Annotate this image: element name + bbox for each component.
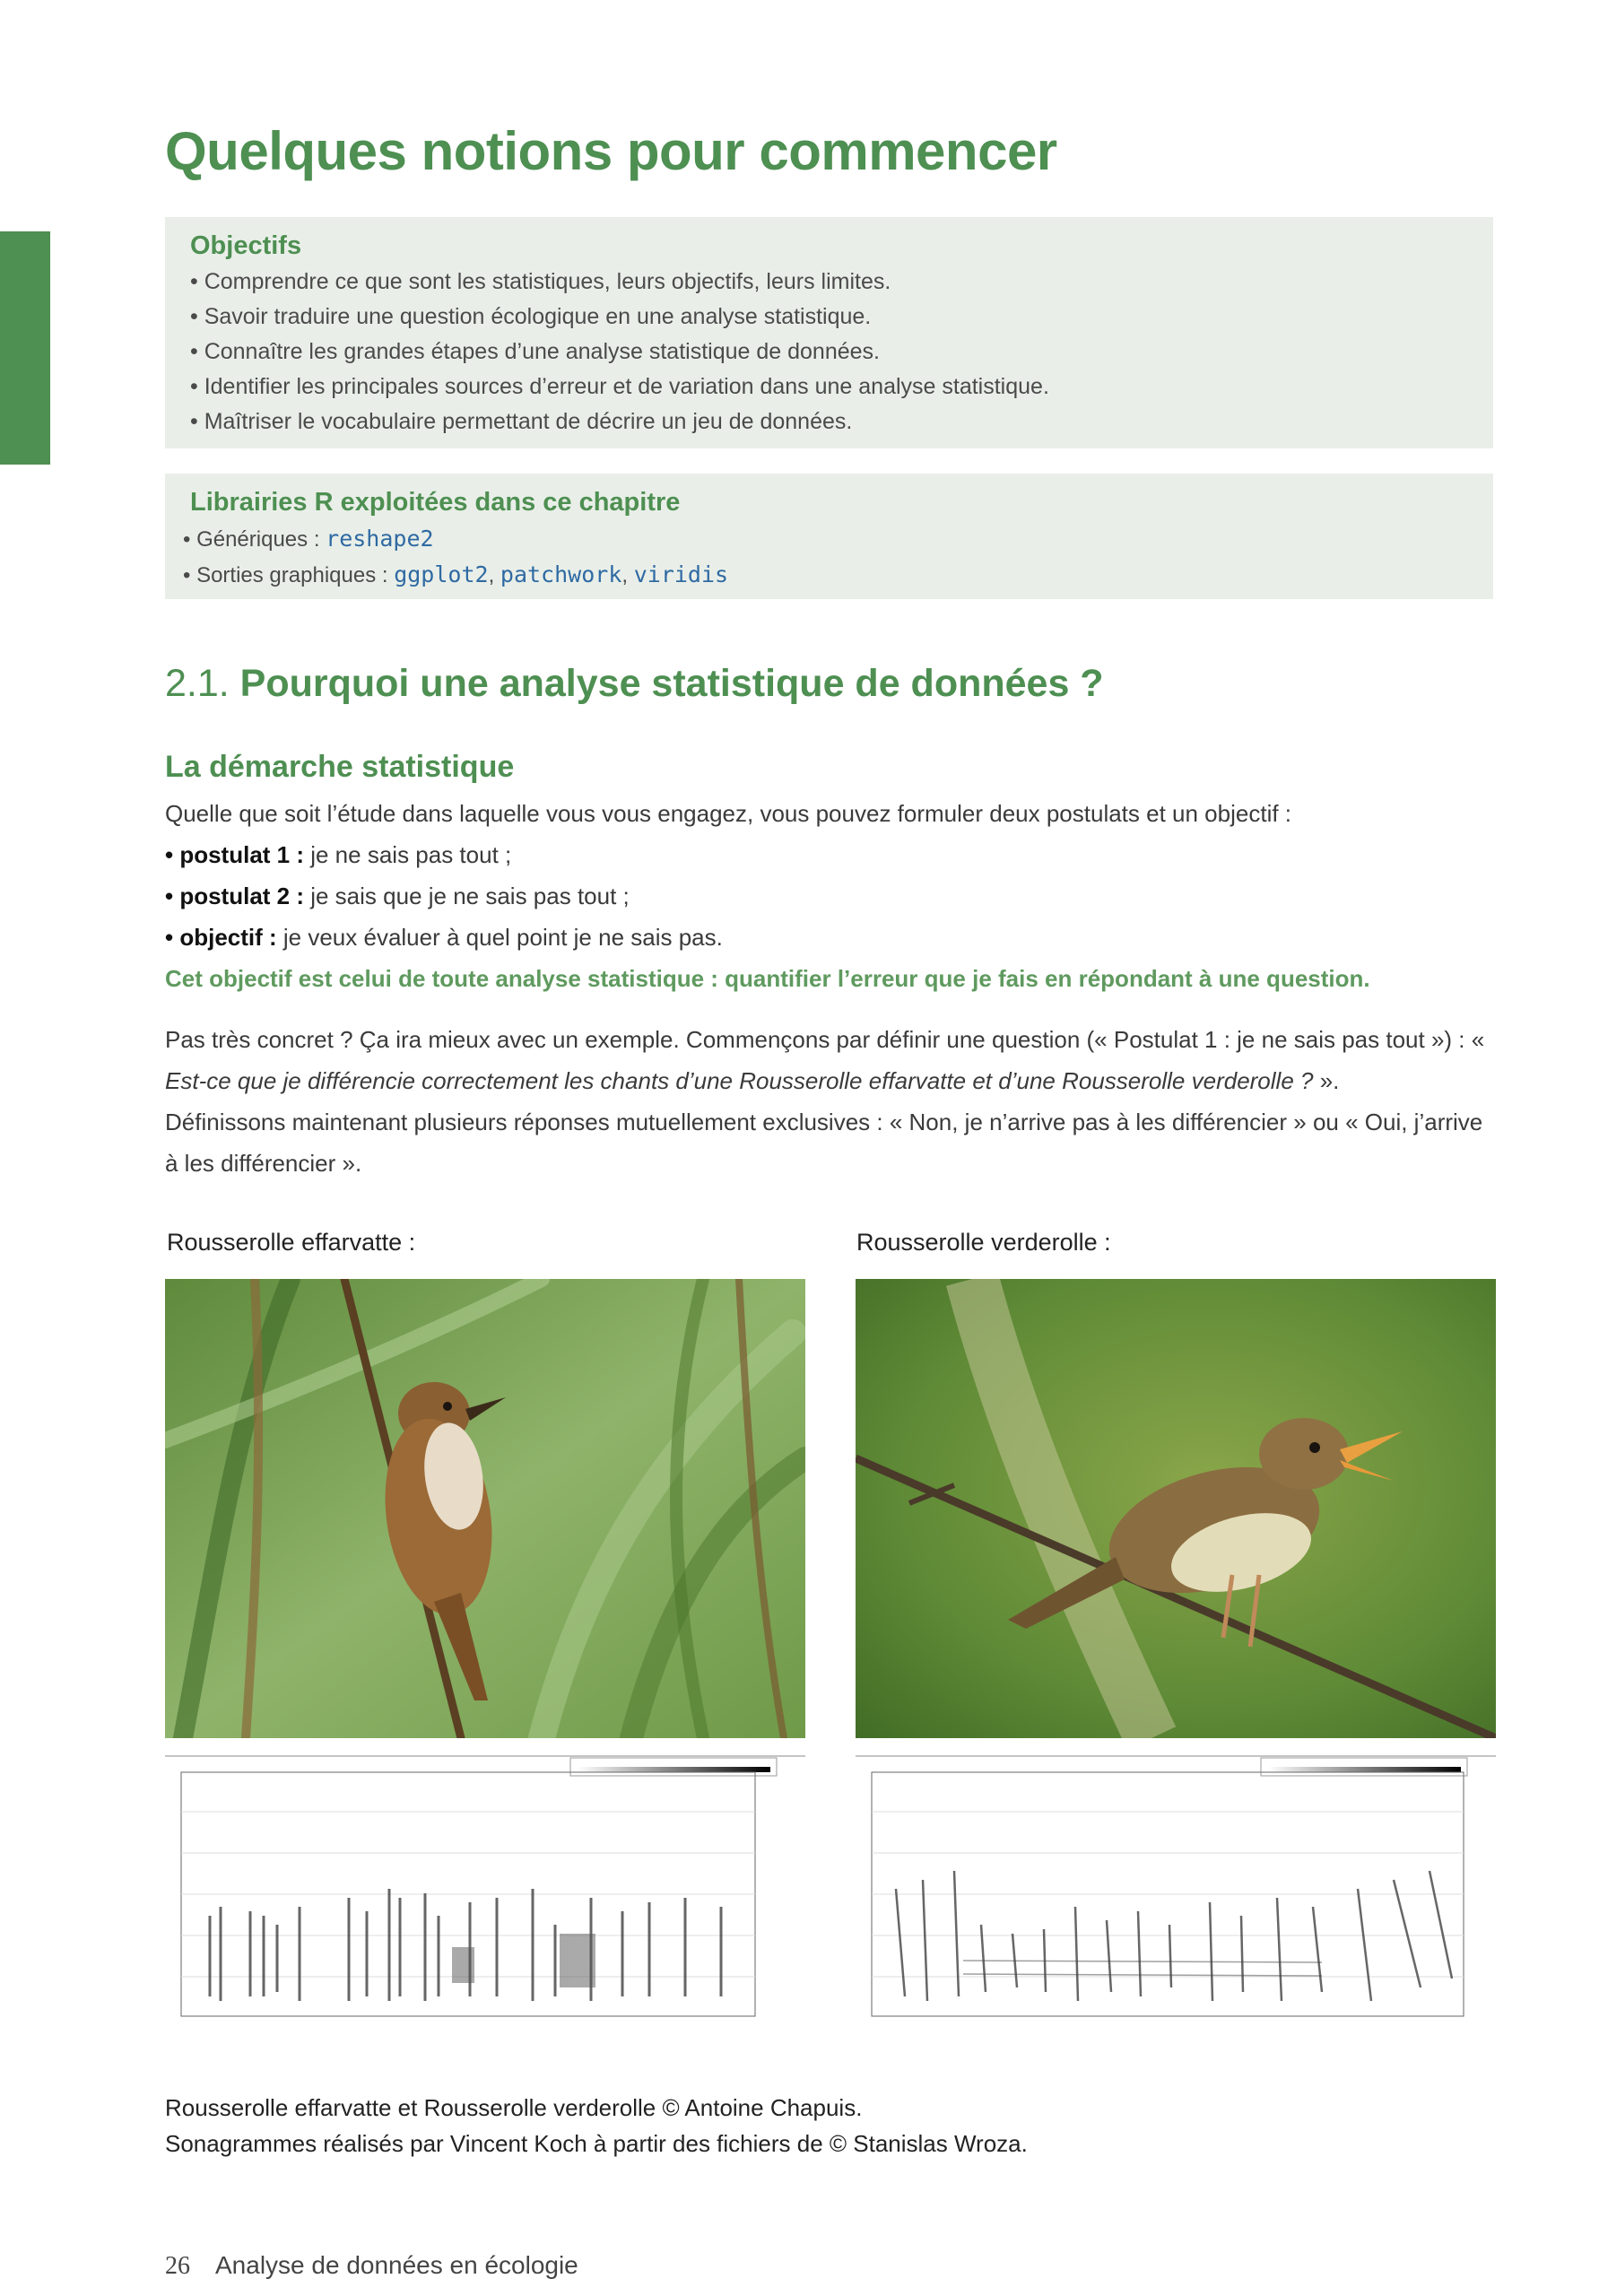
library-generic-label: • Génériques : — [183, 527, 326, 552]
libraries-list — [183, 521, 1468, 593]
example-text-a: Pas très concret ? Ça ira mieux avec un exemple. Commençons par définir une question (« Postulat 1 : je ne sais pas tout ») : « — [165, 1026, 1485, 1053]
example-block — [165, 1019, 1493, 1184]
objective-label: • objectif : — [165, 924, 277, 951]
chapter-title: Quelques notions pour commencer — [165, 121, 1057, 181]
postulate-1-text: je ne sais pas tout ; — [304, 841, 512, 868]
package-ggplot2: ggplot2 — [394, 561, 489, 587]
example-text-b: ». — [1313, 1067, 1340, 1094]
objective-item: • Identifier les principales sources d’erreur et de variation dans une analyse statistique. — [190, 374, 1049, 399]
library-generic-item — [183, 521, 1468, 557]
reed-warbler-illustration — [165, 1279, 805, 1738]
objectives-list — [190, 265, 1468, 439]
reed-warbler-sonogram — [165, 1754, 805, 2050]
caption-photo-credit: Rousserolle effarvatte et Rousserolle verderolle © Antoine Chapuis. — [165, 2094, 863, 2121]
book-title: Analyse de données en écologie — [215, 2251, 578, 2279]
emphasis-statement: Cet objectif est celui de toute analyse statistique : quantifier l’erreur que je fais en répondant à une question. — [165, 965, 1370, 992]
page-footer — [165, 2251, 578, 2281]
objective-line — [165, 917, 1493, 958]
postulate-1 — [165, 834, 1493, 875]
postulate-2-text: je sais que je ne sais pas tout ; — [304, 883, 630, 909]
reed-warbler-photo — [165, 1279, 805, 1738]
package-viridis: viridis — [633, 561, 729, 587]
sonogram-left-illustration — [165, 1754, 805, 2050]
left-figure-label: Rousserolle effarvatte : — [167, 1229, 416, 1256]
section-number: 2.1. — [165, 662, 240, 705]
libraries-box — [165, 474, 1493, 599]
objective-text: je veux évaluer à quel point je ne sais pas. — [276, 924, 723, 951]
postulate-2 — [165, 875, 1493, 917]
package-separator: , — [488, 563, 500, 587]
marsh-warbler-illustration — [856, 1279, 1496, 1738]
section-heading — [165, 662, 1104, 706]
library-graphics-label: • Sorties graphiques : — [183, 563, 395, 587]
package-separator: , — [621, 563, 634, 587]
objective-item: • Connaître les grandes étapes d’une analyse statistique de données. — [190, 339, 880, 364]
package-patchwork: patchwork — [500, 561, 622, 587]
postulates-block — [165, 793, 1493, 999]
answers-paragraph: Définissons maintenant plusieurs réponses mutuellement exclusives : « Non, je n’arrive pas à les différencier » ou « Oui, j’arrive à les différencier ». — [165, 1109, 1483, 1177]
library-graphics-item — [183, 557, 1468, 593]
chapter-side-tab — [0, 231, 50, 465]
section-title: Pourquoi une analyse statistique de données ? — [239, 662, 1104, 705]
libraries-title: Librairies R exploitées dans ce chapitre — [190, 488, 681, 517]
objective-item: • Comprendre ce que sont les statistiques, leurs objectifs, leurs limites. — [190, 269, 891, 294]
objectives-title: Objectifs — [190, 231, 302, 260]
postulate-1-label: • postulat 1 : — [165, 841, 304, 868]
objective-item: • Savoir traduire une question écologique en une analyse statistique. — [190, 304, 872, 329]
objective-item: • Maîtriser le vocabulaire permettant de décrire un jeu de données. — [190, 409, 853, 434]
intro-paragraph: Quelle que soit l’étude dans laquelle vous vous engagez, vous pouvez formuler deux postulats et un objectif : — [165, 800, 1292, 827]
example-question: Est-ce que je différencie correctement les chants d’une Rousserolle effarvatte et d’une Rousserolle verderolle ? — [165, 1067, 1314, 1094]
page-number: 26 — [165, 2252, 190, 2280]
figure-caption — [165, 2090, 1028, 2161]
example-paragraph — [165, 1019, 1493, 1101]
marsh-warbler-sonogram — [856, 1754, 1496, 2050]
package-reshape2: reshape2 — [326, 526, 434, 552]
objectives-box — [165, 217, 1493, 448]
caption-sonogram-credit: Sonagrammes réalisés par Vincent Koch à partir des fichiers de © Stanislas Wroza. — [165, 2130, 1028, 2157]
sonogram-right-illustration — [856, 1754, 1496, 2050]
subsection-title: La démarche statistique — [165, 750, 515, 784]
marsh-warbler-photo — [856, 1279, 1496, 1738]
postulate-2-label: • postulat 2 : — [165, 883, 304, 909]
right-figure-label: Rousserolle verderolle : — [856, 1229, 1111, 1256]
